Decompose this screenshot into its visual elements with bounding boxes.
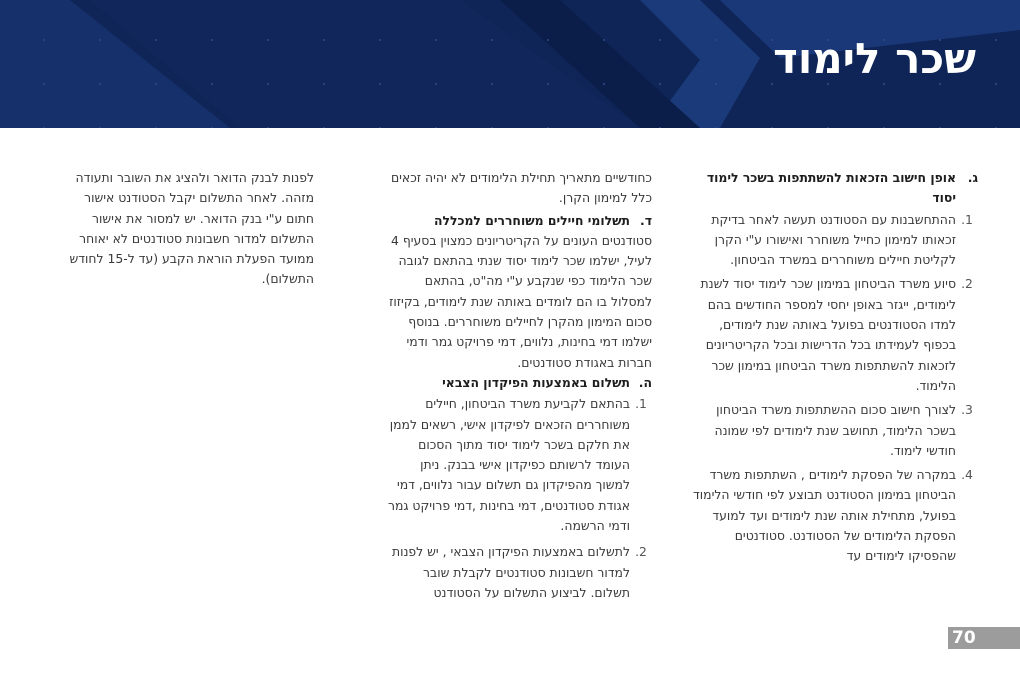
item-text: לצורך חישוב סכום ההשתתפות משרד הביטחון בשכר הלימוד, תחושב שנת לימודים לפי שמונה חודשי לימוד. [714,402,956,458]
item-number: 3. [961,402,973,418]
page-header-banner [0,0,1020,128]
list-item [384,542,652,603]
column-middle [384,168,652,603]
list-item [690,274,978,396]
section-h-letter: ה. [638,374,652,390]
section-g-title: אופן חישוב הזכאות להשתתפות בשכר לימוד יסוד [706,170,956,206]
continuation-text: כחודשיים מתאריך תחילת הלימודים לא יהיה זכאים כלל למימון הקרן. [390,170,652,206]
list-item [690,400,978,461]
column-right [690,168,978,567]
item-text: במקרה של הפסקת לימודים , השתתפות משרד הביטחון במימון הסטודנט תבוצע לפי חודשי הלימוד בפועל, מתחילת אותה שנת לימודים ועד למועד הפסקת הלימודים של הסטודנט. סטודנטים שהפסיקו לימודים עד [693,467,956,564]
list-item [690,465,978,566]
item-text: לתשלום באמצעות הפיקדון הצבאי , יש לפנות למדור חשבונות סטודנטים לקבלת שובר תשלום. לביצוע התשלום על הסטודנט [391,544,630,600]
page-title: שכר לימוד [773,34,976,83]
item-number: 2. [635,544,647,560]
item-text: בהתאם לקביעת משרד הביטחון, חיילים משוחררים הזכאים לפיקדון אישי, רשאים לממן את חלקם בשכר לימוד יסוד מתוך הסכום העומד לרשותם כפיקדון אישי בבנק. ניתן למשוך מהפיקדון גם תשלום עבור נלווים, דמי אגודת סטודנטים, דמי בחינות ,דמי פרויקט גמר ודמי הרשמה. [387,396,630,534]
item-number: 1. [961,211,973,227]
section-h-title: תשלום באמצעות הפיקדון הצבאי [442,374,630,390]
section-d-body: סטודנטים העונים על הקריטריונים כמצוין בסעיף 4 לעיל, ישלמו שכר לימוד יסוד שנתי בהתאם לגובה שכר הלימוד כפי שנקבע ע"י מה"ט, בהתאם למסלול בו הם לומדים באותה שנת לימודים, בקיזוז סכום המימון מהקרן לחיילים משוחררים. בנוסף ישלמו דמי בחינות, נלווים, דמי פרויקט גמר ודמי חברות באגודת סטודנטים. [389,232,652,370]
item-number: 4. [961,467,973,483]
list-item [690,210,978,271]
column-left [54,168,314,290]
section-d-letter: ד. [640,212,652,228]
item-text: ההתחשבנות עם הסטודנט תעשה לאחר בדיקת זכאותו למימון כחייל משוחרר ואישורו ע"י הקרן לקליטת חיילים משוחררים במשרד הביטחון. [711,211,956,268]
section-g-heading [690,168,978,209]
section-d-heading [384,211,652,231]
section-h-heading [384,373,652,393]
item-number: 2. [961,276,973,292]
item-number: 1. [635,396,647,412]
item-text: סיוע משרד הביטחון במימון שכר לימוד יסוד לשנת לימודים, ייגזר באופן יחסי למספר החודשים בהם למדו הסטודנטים בפועל באותה שנת לימודים, בכפוף לעמידתו בכל הדרישות ובכל הקריטריונים לזכאות להשתתפות משרד הביטחון במימון שכר הלימוד. [700,276,956,393]
list-item [384,394,652,536]
left-column-text: לפנות לבנק הדואר ולהציג את השובר ותעודה מזהה. לאחר התשלום יקבל הסטודנט אישור חתום ע"י בנק הדואר. יש למסור את אישור התשלום למדור חשבונות סטודנטים לא יאוחר ממועד הפעלת הוראת הקבע (עד ל-15 לחודש התשלום). [69,170,314,287]
section-g-letter: ג. [967,170,978,185]
section-d-title: תשלומי חיילים משוחררים למכללה [433,212,630,228]
page-number: 70 [948,627,1020,649]
